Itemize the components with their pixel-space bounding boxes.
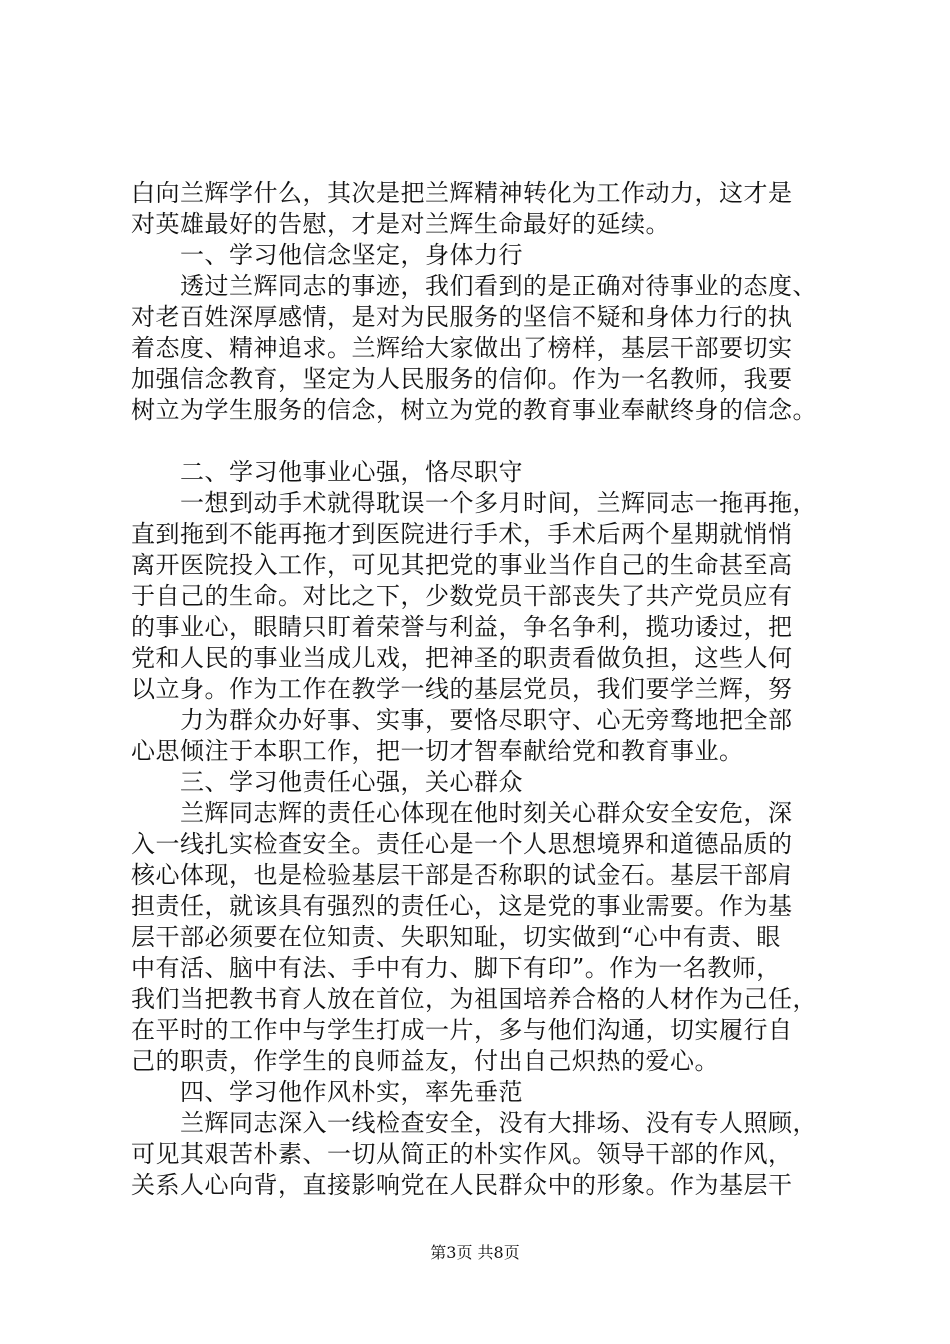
paragraph-line: 白向兰辉学什么，其次是把兰辉精神转化为工作动力，这才是 [131, 179, 793, 207]
paragraph-line: 关系人心向背，直接影响党在人民群众中的形象。作为基层干 [131, 1171, 793, 1199]
paragraph-line: 党和人民的事业当成儿戏，把神圣的职责看做负担，这些人何 [131, 644, 793, 672]
paragraph-line: 一想到动手术就得耽误一个多月时间，兰辉同志一拖再拖， [131, 489, 817, 517]
paragraph-line: 加强信念教育，坚定为人民服务的信仰。作为一名教师，我要 [131, 365, 793, 393]
paragraph-line: 入一线扎实检查安全。责任心是一个人思想境界和道德品质的 [131, 830, 793, 858]
section-heading: 二、学习他事业心强，恪尽职守 [131, 458, 523, 486]
paragraph-line: 心思倾注于本职工作，把一切才智奉献给党和教育事业。 [131, 737, 744, 765]
paragraph-line: 树立为学生服务的信念，树立为党的教育事业奉献终身的信念。 [131, 396, 817, 424]
paragraph-line: 己的职责，作学生的良师益友，付出自己炽热的爱心。 [131, 1047, 719, 1075]
paragraph-line: 层干部必须要在位知责、失职知耻，切实做到“心中有责、眼 [131, 923, 781, 951]
paragraph-line: 力为群众办好事、实事，要恪尽职守、心无旁骛地把全部 [131, 706, 793, 734]
paragraph-line: 兰辉同志辉的责任心体现在他时刻关心群众安全安危，深 [131, 799, 793, 827]
paragraph-line: 着态度、精神追求。兰辉给大家做出了榜样，基层干部要切实 [131, 334, 793, 362]
section-heading: 四、学习他作风朴实，率先垂范 [131, 1078, 523, 1106]
paragraph-line: 的事业心，眼睛只盯着荣誉与利益，争名争利，揽功诿过，把 [131, 613, 793, 641]
paragraph-line: 对老百姓深厚感情，是对为民服务的坚信不疑和身体力行的执 [131, 303, 793, 331]
section-heading: 三、学习他责任心强，关心群众 [131, 768, 523, 796]
paragraph-line: 于自己的生命。对比之下，少数党员干部丧失了共产党员应有 [131, 582, 793, 610]
paragraph-line: 核心体现，也是检验基层干部是否称职的试金石。基层干部肩 [131, 861, 793, 889]
paragraph-line: 离开医院投入工作，可见其把党的事业当作自己的生命甚至高 [131, 551, 793, 579]
paragraph-line: 透过兰辉同志的事迹，我们看到的是正确对待事业的态度、 [131, 272, 817, 300]
paragraph-line: 我们当把教书育人放在首位，为祖国培养合格的人材作为己任， [131, 985, 817, 1013]
paragraph-line: 可见其艰苦朴素、一切从简正的朴实作风。领导干部的作风， [131, 1140, 793, 1168]
paragraph-line: 兰辉同志深入一线检查安全，没有大排场、没有专人照顾， [131, 1109, 817, 1137]
paragraph-line: 中有活、脑中有法、手中有力、脚下有印”。作为一名教师， [131, 954, 781, 982]
page-number-footer: 第3页 共8页 [430, 1243, 520, 1262]
paragraph-line: 直到拖到不能再拖才到医院进行手术，手术后两个星期就悄悄 [131, 520, 793, 548]
paragraph-line: 以立身。作为工作在教学一线的基层党员，我们要学兰辉，努 [131, 675, 793, 703]
paragraph-line: 担责任，就该具有强烈的责任心，这是党的事业需要。作为基 [131, 892, 793, 920]
paragraph-line: 在平时的工作中与学生打成一片，多与他们沟通，切实履行自 [131, 1016, 793, 1044]
section-heading: 一、学习他信念坚定，身体力行 [131, 241, 523, 269]
paragraph-line: 对英雄最好的告慰，才是对兰辉生命最好的延续。 [131, 210, 670, 238]
